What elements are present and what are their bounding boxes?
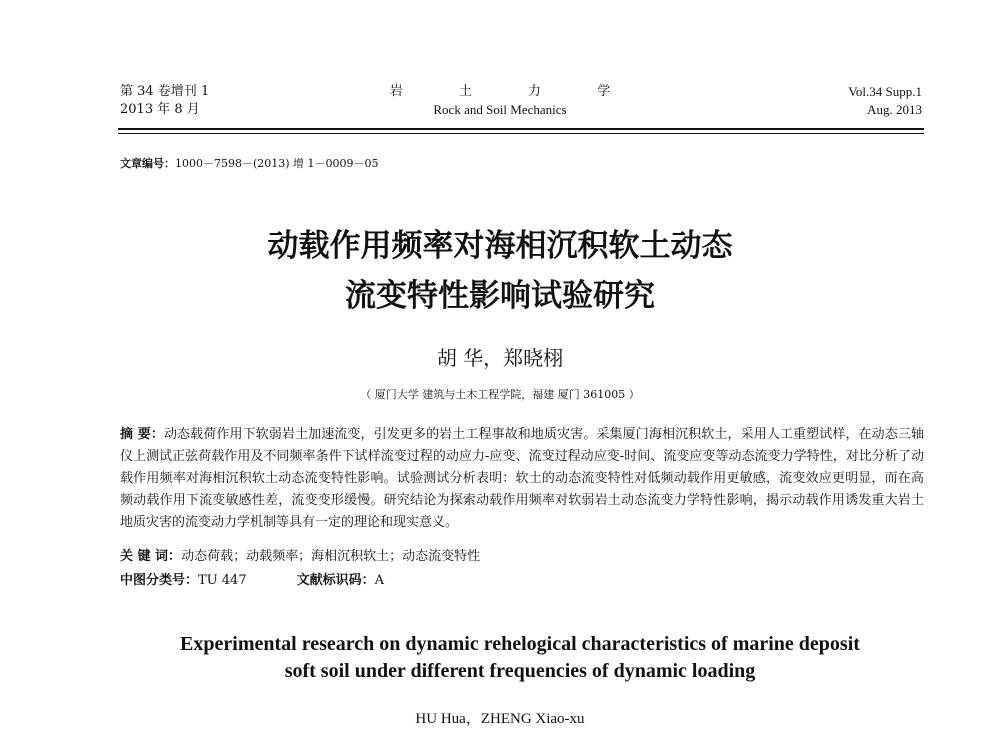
- title-cn-line1: 动载作用频率对海相沉积软土动态: [267, 228, 733, 264]
- title-en-line1: Experimental research on dynamic rehelogical characteristics of marine deposit: [180, 633, 860, 655]
- keywords: [120, 545, 480, 564]
- abstract-text: 动态载荷作用下软弱岩土加速流变，引发更多的岩土工程事故和地质灾害。采集厦门海相沉积软土，采用人工重塑试样，在动态三轴仪上测试正弦荷载作用及不同频率条件下试样流变过程的动应力-应变、流变过程动应变-时间、流变应变等动态流变力学特性，对比分析了动载作用频率对海相沉积软土动态流变特性影响。试验测试分析表明：软土的动态流变特性对低频动载作用更敏感，流变效应更明显，而在高频动载作用下流变敏感性差，流变变形缓慢。研究结论为探索动载作用频率对软弱岩土动态流变力学特性影响，揭示动载作用诱发重大岩土地质灾害的流变动力学机制等具有一定的理论和现实意义。: [120, 427, 924, 530]
- volume-issue-cn: 第 34 卷增刊 1: [120, 84, 210, 99]
- doc-code-value: A: [374, 573, 384, 588]
- keywords-label: 关 键 词：: [120, 549, 182, 564]
- clc-value: TU 447: [198, 573, 247, 588]
- classification: [120, 569, 384, 588]
- document-id-label: 文章编号：: [120, 157, 175, 170]
- header-left: [120, 83, 209, 119]
- document-id-value: 1000－7598－(2013) 增 1－0009－05: [175, 157, 379, 170]
- abstract: [120, 424, 924, 534]
- header-center: [360, 83, 640, 119]
- authors-en: HU Hua，ZHENG Xiao-xu: [415, 711, 585, 727]
- clc-label: 中图分类号：: [120, 573, 199, 588]
- volume-en: Vol.34 Supp.1: [848, 84, 922, 99]
- header-right: [690, 83, 922, 119]
- title-cn-line2: 流变特性影响试验研究: [345, 278, 655, 314]
- affiliation-cn: （ 厦门大学 建筑与土木工程学院，福建 厦门 361005 ）: [360, 388, 640, 401]
- header-rule-thin: [118, 133, 924, 134]
- document-id: [120, 155, 379, 171]
- abstract-label: 摘 要：: [120, 427, 164, 442]
- date-cn: 2013 年 8 月: [120, 102, 200, 117]
- keywords-text: 动态荷载；动载频率；海相沉积软土；动态流变特性: [181, 549, 481, 564]
- date-en: Aug. 2013: [867, 102, 922, 117]
- authors-cn: 胡 华，郑晓栩: [436, 346, 564, 370]
- doc-code-label: 文献标识码：: [296, 573, 375, 588]
- journal-name-en: Rock and Soil Mechanics: [433, 102, 567, 117]
- title-en-line2: soft soil under different frequencies of dynamic loading: [284, 660, 756, 682]
- header-rule-thick: [118, 128, 924, 130]
- journal-name-cn: 岩 土 力 学: [389, 84, 637, 99]
